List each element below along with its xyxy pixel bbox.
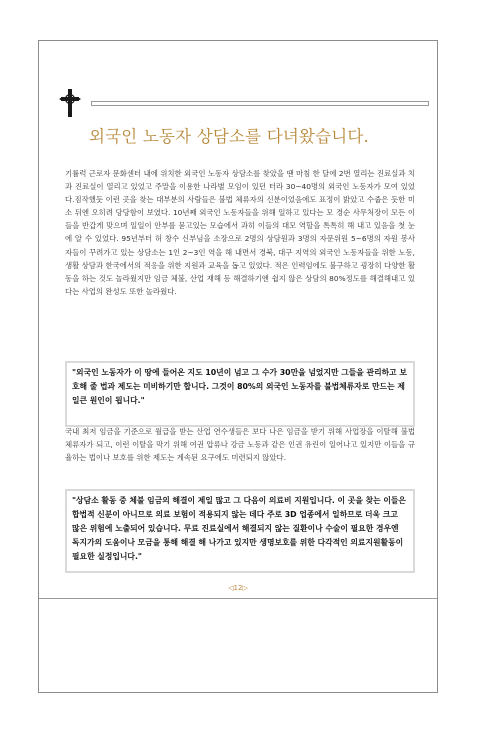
header-rule: [91, 101, 429, 106]
body-paragraph-2: 국내 최저 임금을 기준으로 월급을 받는 산업 연수생들은 보다 나은 임금을 받기 위해 사업장을 이탈해 불법 체류자가 되고, 이런 이탈을 막기 위해 여권 압류나 강금 노동과 같은 인권 유린이 일어나고 있지만 이들을 규율하는 법이나 보호를 위한 제도는 계속된 요구에도 미련되지 않았다.: [65, 427, 415, 463]
cross-icon: [59, 88, 81, 118]
body-paragraph-1: 기률럭 근로자 문화센터 내에 위치한 외국인 노동자 상담소를 찾았을 땐 마침 한 달에 2번 열리는 진료실과 치과 진료실이 열리고 있었고 주말을 이용한 나라별 모임이 있던 터라 30~40명의 외국인 노동자가 모여 있었다.짐작했듯 이런 곳을 찾는 대부분의 사람들은 불법 체류자의 신분이었음에도 표정이 밝았고 수줍은 듯한 미소 뒤엔 오히려 당당함이 보였다. 10년째 외국인 노동자들을 위해 일하고 있다는 모 경순 사무처장이 모든 이들을 반갑게 맞으며 일일이 안부를 묻고있는 모습에서 과히 이들의 대모 역할을 톡톡히 해 내고 있음을 첫 눈에 알 수 있었다. 95년부터 허 창수 신부님을 소장으로 2명의 상담원과 3명의 자문위원 5~6명의 자원 봉사자들이 꾸려가고 있는 상담소는 1인 2~3인 역을 해 내면서 경북, 대구 지역의 외국인 노동자들을 위한 노동, 생활 상담과 한국에서의 적응을 위한 지원과 교육을 돕고 있었다. 적은 인력임에도 불구하고 굉장히 다양한 활동을 하는 것도 놀라웠지만 임금 체불, 산업 재해 등 해결하기엔 쉽지 않은 상담의 80%정도를 해결해내고 있다는 사업의 완성도 또한 놀라웠다.: [65, 169, 415, 296]
header-decoration: [59, 96, 429, 110]
quote-box-2: "상담소 활동 중 체불 임금의 해결이 제일 많고 그 다음이 의료비 지원입니다. 이 곳을 찾는 이들은 합법적 신분이 아니므로 의료 보험이 적용되지 않는 데다 주로 3D 업종에서 일하므로 더욱 크고 많은 위험에 노출되어 있습니다. 무료 진료실에서 해결되지 않는 질환이나 수술이 필요한 경우엔 독지가의 도움이나 모금을 통해 해결 해 나가고 있지만 생명보호를 위한 다각적인 의료지원활동이 필요한 실정입니다.": [65, 489, 415, 573]
page-title: 외국인 노동자 상담소를 다녀왔습니다.: [89, 127, 370, 146]
quote-box-1: "외국인 노동자가 이 땅에 들어온 지도 10년이 넘고 그 수가 30만을 넘었지만 그들을 관리하고 보호해 줄 법과 제도는 미비하기만 합니다. 그것이 80%의 외국인 노동자를 불법체류자로 만드는 제일큰 원인이 됩니다.": [65, 361, 415, 427]
footer-rule: [39, 598, 437, 599]
document-page: [38, 40, 438, 693]
page-number: ◁12▷: [228, 584, 248, 592]
